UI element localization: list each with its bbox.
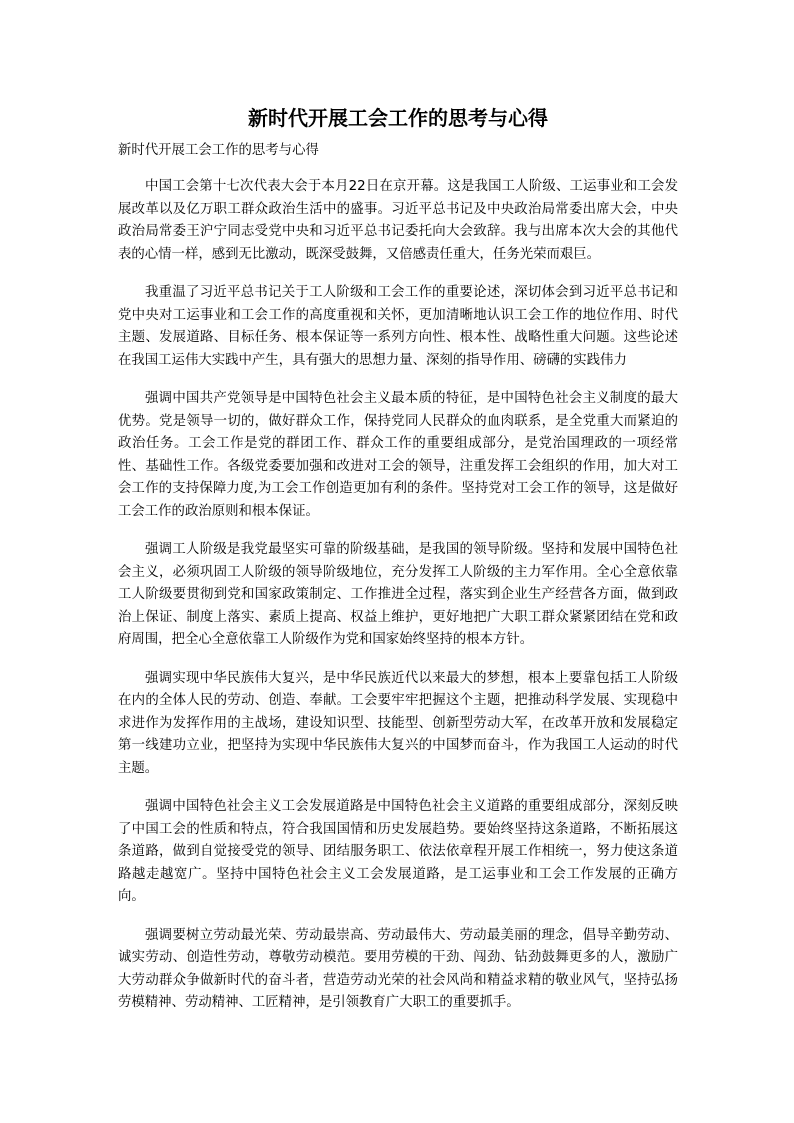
paragraph-7: 强调要树立劳动最光荣、劳动最崇高、劳动最伟大、劳动最美丽的理念，倡导辛勤劳动、诚实劳动、创造性劳动，尊敬劳动模范。要用劳模的干劲、闯劲、钻劲鼓舞更多的人，激励广大劳动群众争做新时代的奋斗者，营造劳动光荣的社会风尚和精益求精的敬业风气，坚持弘扬劳模精神、劳动精神、工匠精神，是引领教育广大职工的重要抓手。 (118, 927, 678, 1010)
document-title: 新时代开展工会工作的思考与心得 (248, 106, 548, 130)
paragraph-1: 中国工会第十七次代表大会于本月22日在京开幕。这是我国工人阶级、工运事业和工会发展改革以及亿万职工群众政治生活中的盛事。习近平总书记及中央政治局常委出席大会，中央政治局常委王沪宁同志受党中央和习近平总书记委托向大会致辞。我与出席本次大会的其他代表的心情一样，感到无比激动，既深受鼓舞，又倍感责任重大，任务光荣而艰巨。 (118, 179, 678, 262)
document-subtitle: 新时代开展工会工作的思考与心得 (118, 143, 319, 158)
document-page (118, 104, 678, 1015)
paragraph-5: 强调实现中华民族伟大复兴，是中华民族近代以来最大的梦想，根本上要靠包括工人阶级在内的全体人民的劳动、创造、奉献。工会要牢牢把握这个主题，把推动科学发展、实现稳中求进作为发挥作用的主战场，建设知识型、技能型、创新型劳动大军，在改革开放和发展稳定第一线建功立业，把坚持为实现中华民族伟大复兴的中国梦而奋斗，作为我国工人运动的时代主题。 (118, 670, 678, 776)
paragraph-6: 强调中国特色社会主义工会发展道路是中国特色社会主义道路的重要组成部分，深刻反映了中国工会的性质和特点，符合我国国情和历史发展趋势。要始终坚持这条道路，不断拓展这条道路，做到自觉接受党的领导、团结服务职工、依法依章程开展工作相统一，努力使这条道路越走越宽广。坚持中国特色社会主义工会发展道路，是工运事业和工会工作发展的正确方向。 (118, 799, 678, 904)
paragraph-3: 强调中国共产党领导是中国特色社会主义最本质的特征，是中国特色社会主义制度的最大优势。党是领导一切的，做好群众工作，保持党同人民群众的血肉联系，是全党重大而紧迫的政治任务。工会工作是党的群团工作、群众工作的重要组成部分，是党治国理政的一项经常性、基础性工作。各级党委要加强和改进对工会的领导，注重发挥工会组织的作用，加大对工会工作的支持保障力度,为工会工作创造更加有利的条件。坚持党对工会工作的领导，这是做好工会工作的政治原则和根本保证。 (118, 391, 678, 519)
paragraph-4: 强调工人阶级是我党最坚实可靠的阶级基础，是我国的领导阶级。坚持和发展中国特色社会主义，必须巩固工人阶级的领导阶级地位，充分发挥工人阶级的主力军作用。全心全意依靠工人阶级要贯彻到党和国家政策制定、工作推进全过程，落实到企业生产经营各方面，做到政治上保证、制度上落实、素质上提高、权益上维护，更好地把广大职工群众紧紧团结在党和政府周围，把全心全意依靠工人阶级作为党和国家始终坚持的根本方针。 (118, 542, 678, 647)
paragraph-2: 我重温了习近平总书记关于工人阶级和工会工作的重要论述，深切体会到习近平总书记和党中央对工运事业和工会工作的高度重视和关怀，更加清晰地认识工会工作的地位作用、时代主题、发展道路、目标任务、根本保证等一系列方向性、根本性、战略性重大问题。这些论述在我国工运伟大实践中产生，具有强大的思想力量、深刻的指导作用、磅礴的实践伟力 (118, 285, 678, 368)
